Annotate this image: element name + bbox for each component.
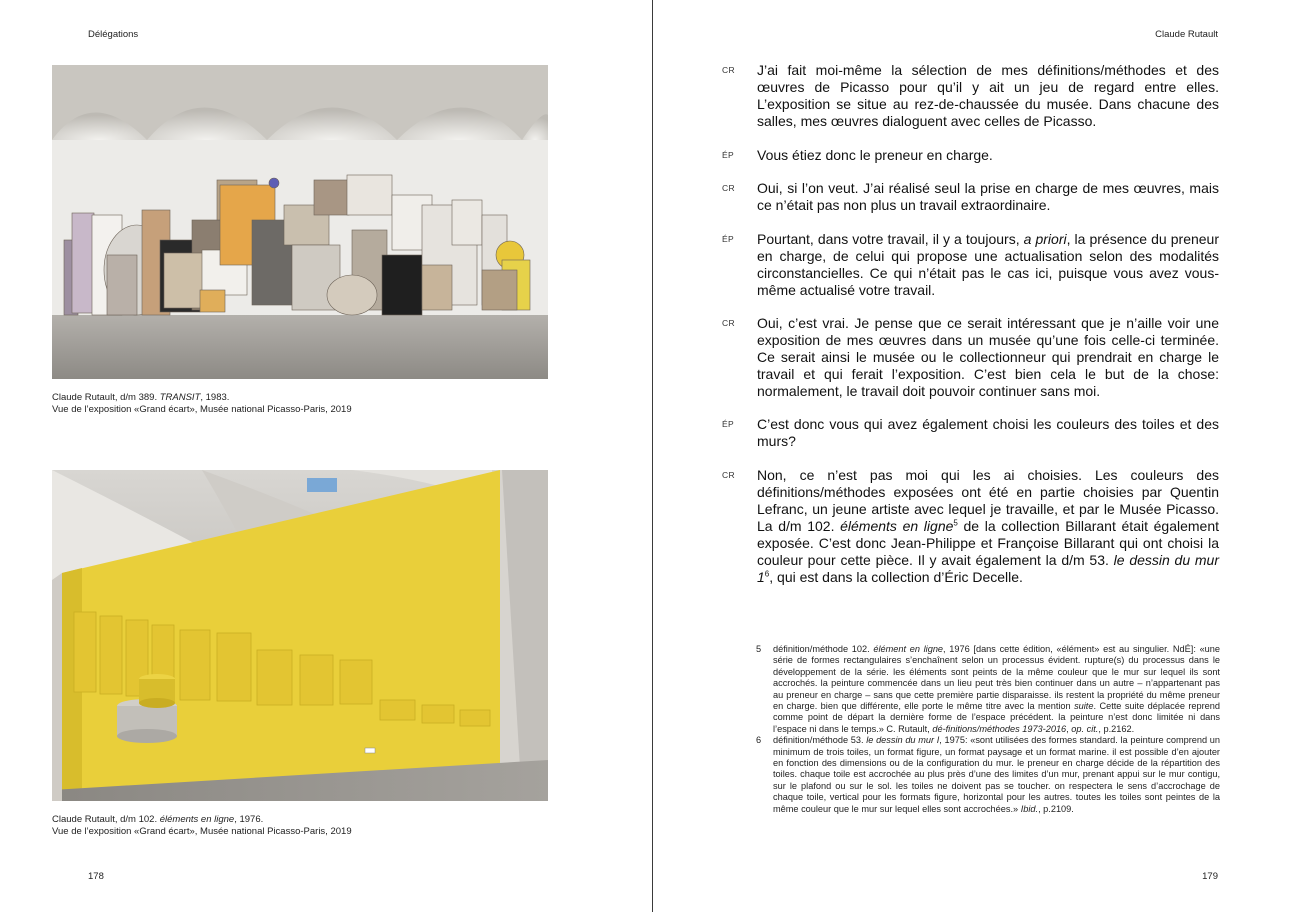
caption-elements-line2: Vue de l’exposition «Grand écart», Musée national Picasso-Paris, 2019 [52, 826, 352, 837]
footnote-ref[interactable]: 5 [953, 518, 958, 528]
speaker-label: CR [722, 183, 735, 193]
page-number-left: 178 [88, 871, 104, 882]
photo-transit-image [52, 65, 548, 379]
running-head-left: Délégations [88, 29, 139, 40]
footnote-ref[interactable]: 6 [764, 569, 770, 579]
speaker-label: CR [722, 318, 735, 328]
caption-transit-line2: Vue de l’exposition «Grand écart», Musée national Picasso-Paris, 2019 [52, 404, 352, 415]
dialogue-text: Non, ce n’est pas moi qui les ai choisies. Les couleurs des définitions/méthodes exposées ont été en partie choisies par Quentin Lefranc, un jeune artiste avec lequel je travaille, et par le Musée Picasso. La d/m 102. éléments en ligne$^5$ de la collection Billarant était également exposée. C’est donc Jean-Philippe et Françoise Billarant qui ont choisi la couleur pour cette pièce. Il y avait également la d/m 53. le dessin du mur $1^6$, qui est dans la collection d’Éric Decelle. [757, 467, 1220, 585]
running-head-right: Claude Rutault [1155, 29, 1218, 40]
footnote: 5 définition/méthode 102. élément en ligne, 1976 [dans cette édition, «élément» est au singulier. NdÉ]: «une série de formes rectangulaires s’enchaînent selon un processus évident. rupture(s) du processus dans le développement de la série. les éléments sont peints de la même couleur que le mur sur lequel ils sont accrochés. la peinture commencée dans un lieu peut très bien continuer dans un autre – n’appartenant pas au preneur en charge – sans que cette première partie disparaisse. ils restent la propriété du même preneur en charge. bien que différente, elle porte le même titre avec la mention suite. Cette suite déplacée reprend comme point de départ la dernière forme de l’espace précédent. la peinture n’est donc limitée ni dans l’espace ni dans le temps.» C. Rutault, dé-finitions/méthodes 1973-2016, op. cit., p.2162. [756, 644, 1221, 734]
speaker-label: ÉP [722, 234, 734, 244]
photo-elements-en-ligne [52, 470, 548, 801]
photo-transit-installation [52, 65, 548, 379]
dialogue-text: Vous étiez donc le preneur en charge. [757, 147, 993, 163]
dialogue-text: Oui, c’est vrai. Je pense que ce serait intéressant que je n’aille voir une exposition de mes œuvres dans un musée qu’une fois celle-ci terminée. Ce serait ainsi le musée ou le collectionneur qui prendrait en charge le travail et qui ferait l’exposition. C’est bien cela le but de la chose: normalement, le travail doit pouvoir continuer sans moi. [757, 315, 1219, 399]
dialogue-text: J’ai fait moi-même la sélection de mes définitions/méthodes et des œuvres de Picasso pour qu’il y ait un jeu de regard entre elles. L’exposition se situe au rez-de-chaussée du musée. Dans chacune des salles, mes œuvres dialoguent avec celles de Picasso. [757, 62, 1219, 129]
caption-transit-line1: Claude Rutault, d/m 389. TRANSIT, 1983. [52, 392, 230, 403]
speaker-label: CR [722, 470, 735, 480]
caption-elements-title: éléments en ligne [159, 814, 235, 825]
footnote-number: 6 [756, 735, 762, 746]
speaker-label: CR [722, 65, 735, 75]
page-number-right: 179 [1202, 871, 1218, 882]
caption-transit [52, 392, 572, 416]
dialogue-text: Pourtant, dans votre travail, il y a toujours, a priori, la présence du preneur en charge, de celui qui propose une actualisation selon des modalités circonstancielles. Ce qui n’était pas le cas ici, puisque vous avez vous-même actualisé votre travail. [757, 231, 1219, 298]
speaker-label: ÉP [722, 150, 734, 160]
footnotes [756, 644, 1220, 815]
dialogue-text: Oui, si l’on veut. J’ai réalisé seul la prise en charge de mes œuvres, mais ce n’était pas non plus un travail extraordinaire. [757, 180, 1219, 213]
dialogue-text: C’est donc vous qui avez également choisi les couleurs des toiles et des murs? [757, 416, 1219, 449]
footnote-number: 5 [756, 644, 762, 654]
caption-transit-title: TRANSIT [159, 392, 201, 403]
footnote: 6 définition/méthode 53. le dessin du mur I, 1975: «sont utilisées des formes standard. la peinture comprend un minimum de trois toiles, un format figure, un format paysage et un format marine. il est possible d’en ajouter en fonction des dimensions ou de la configuration du mur. le preneur en charge décide de la répartition des toiles. chaque toile est accrochée au plus près d’une des limites d’un mur, prenant appui sur le mur contigu, sur le plafond ou sur le sol. les toiles ne doivent pas se toucher. on respectera le sens d’accrochage de chaque toile, vertical pour les formats figure, horizontal pour les autres. toutes les toiles sont peintes de la même couleur que le mur sur lequel elles sont accrochées.» Ibid., p.2109. [756, 735, 1220, 814]
caption-elements-en-ligne [52, 814, 572, 838]
caption-elements-line1: Claude Rutault, d/m 102. éléments en ligne, 1976. [52, 814, 264, 825]
photo-elements-en-ligne-image [52, 470, 548, 801]
speaker-label: ÉP [722, 419, 734, 429]
